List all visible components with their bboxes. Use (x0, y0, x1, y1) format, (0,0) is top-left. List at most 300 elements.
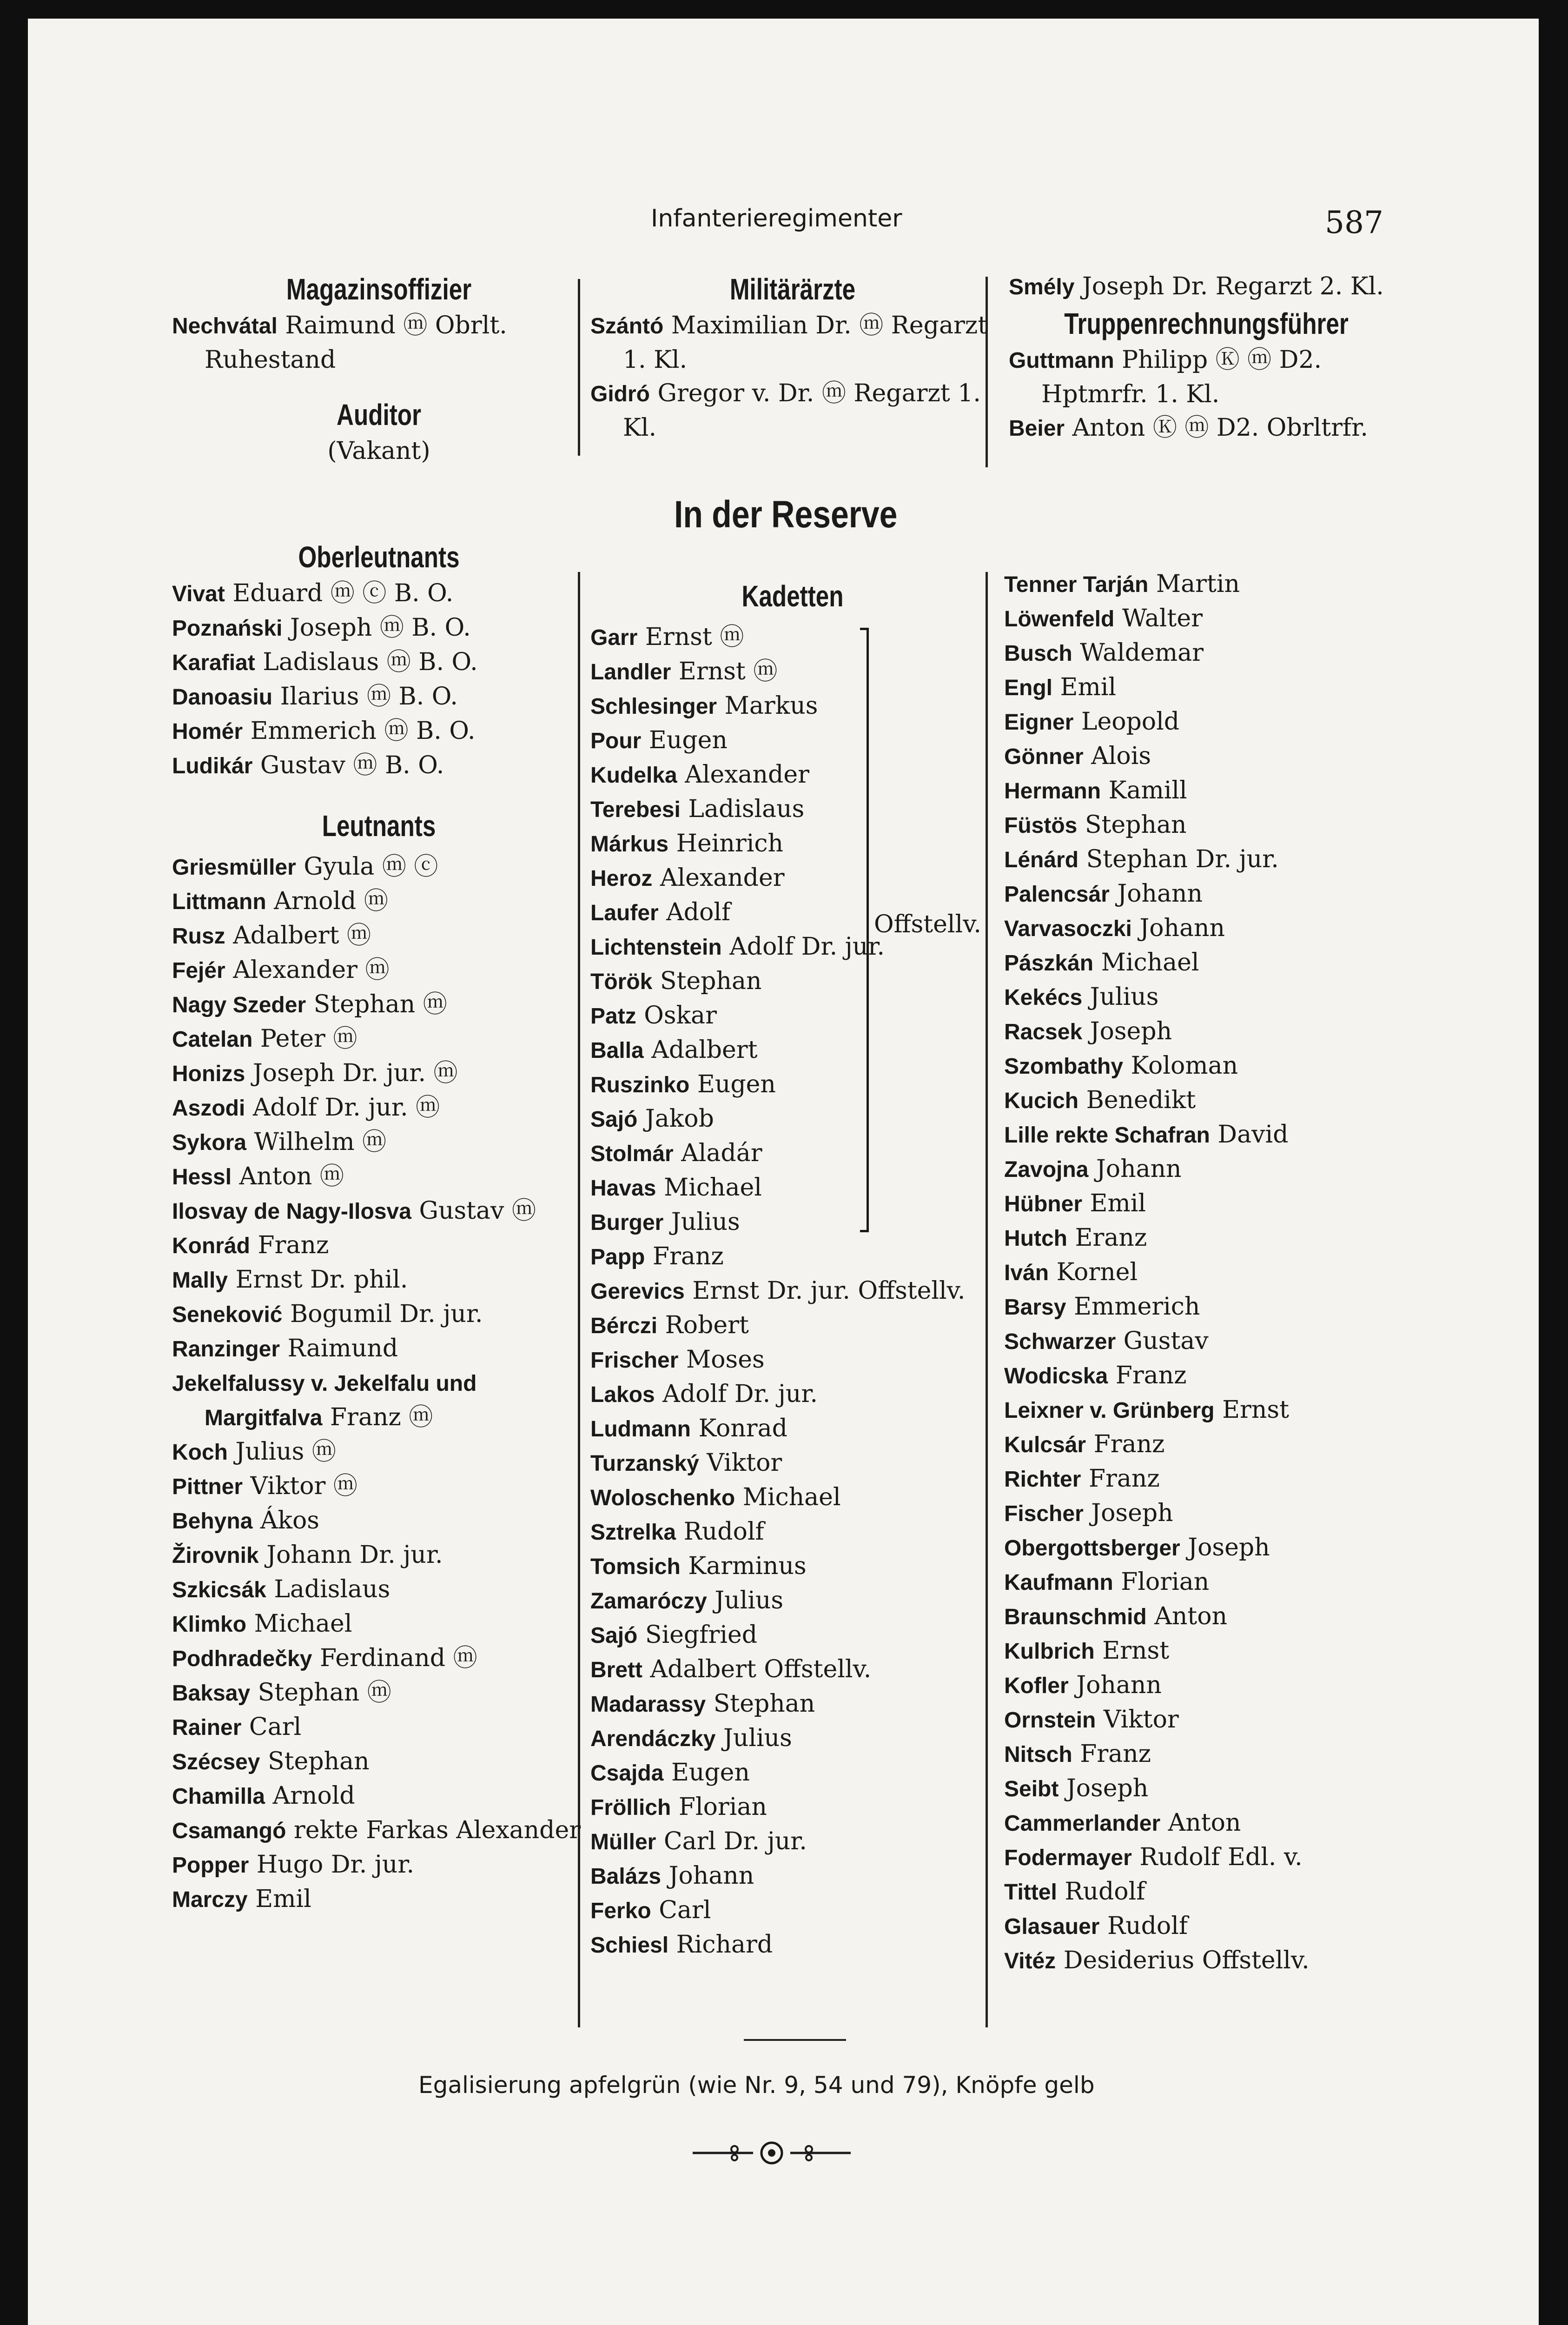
entry-surname: Pour (590, 729, 642, 753)
roster-entry (590, 861, 995, 896)
entry-surname: Fischer (1004, 1501, 1084, 1526)
entry-details: Ladislaus ⓜ B. O. (263, 648, 478, 676)
entry-details: Emil (1060, 673, 1117, 701)
roster-entry (590, 620, 995, 655)
roster-entry (590, 792, 995, 827)
entry-details: Joseph Dr. jur. ⓜ (252, 1059, 458, 1087)
entry-surname: Terebesi (590, 797, 681, 822)
entry-details: Franz (652, 1242, 724, 1270)
section-title-magazinsoffizier: Magazinsoffizier (286, 272, 472, 306)
roster-entry (172, 1814, 586, 1848)
roster-entry (1004, 1290, 1427, 1324)
entry-surname: Rainer (172, 1715, 242, 1740)
roster-entry (590, 1240, 995, 1274)
entry-surname: Brett (590, 1658, 643, 1682)
footer-rule (744, 2039, 846, 2041)
entry-details: Raimund (287, 1335, 398, 1362)
entry-details: Franz (1093, 1430, 1165, 1458)
entry-surname: Pittner (172, 1475, 243, 1499)
entry-surname: Klimko (172, 1612, 247, 1637)
running-header: Infanterieregimenter (651, 205, 902, 232)
entry-details: Leopold (1081, 708, 1180, 736)
roster-entry (1004, 1634, 1427, 1668)
entry-surname: Wodicska (1004, 1364, 1108, 1388)
reserve-right-list (986, 567, 1427, 1978)
entry-details: Stephan (660, 967, 762, 995)
roster-entry (172, 309, 586, 377)
entry-details: David (1217, 1121, 1289, 1149)
entry-details: Emmerich ⓜ B. O. (250, 717, 476, 745)
entry-details: Jakob (645, 1105, 714, 1133)
entry-details: Stephan (1085, 811, 1187, 839)
entry-surname: Hessl (172, 1165, 232, 1189)
entry-details: Richard (676, 1931, 773, 1959)
entry-details: Johann (1096, 1155, 1182, 1183)
entry-details: Gyula ⓜ ⓒ (304, 853, 438, 881)
entry-details: Siegfried (645, 1621, 758, 1649)
roster-entry (172, 577, 586, 611)
entry-details: Bogumil Dr. jur. (290, 1300, 483, 1328)
roster-entry (590, 1928, 995, 1962)
roster-entry (590, 999, 995, 1033)
entry-surname: Kulbrich (1004, 1639, 1095, 1664)
entry-surname: Balla (590, 1038, 644, 1063)
roster-entry (1009, 270, 1427, 304)
entry-surname: Ranzinger (172, 1337, 280, 1362)
entry-surname: Nagy Szeder (172, 993, 306, 1017)
entry-details: Gregor v. Dr. ⓜ Regarzt 1. Kl. (623, 379, 981, 442)
roster-entry (1004, 1324, 1427, 1359)
entry-surname: Catelan (172, 1027, 253, 1052)
entry-details: Franz (258, 1231, 329, 1259)
entry-surname: Gönner (1004, 744, 1084, 769)
roster-entry (172, 1297, 586, 1332)
entry-details: Konrad (698, 1415, 787, 1442)
roster-entry (172, 1573, 586, 1607)
entry-details: Johann (1076, 1671, 1162, 1699)
roster-entry (590, 1687, 995, 1721)
entry-details: Moses (686, 1346, 765, 1374)
entry-details: Franz (1115, 1362, 1187, 1389)
roster-entry (590, 964, 995, 999)
entry-details: Ernst ⓜ (678, 658, 778, 685)
entry-surname: Lille rekte Schafran (1004, 1123, 1210, 1148)
roster-entry (1004, 1565, 1427, 1600)
entry-surname: Vivat (172, 582, 225, 606)
roster-entry (1004, 808, 1427, 843)
roster-entry (172, 988, 586, 1022)
entry-surname: Homér (172, 719, 243, 744)
entry-surname: Ferko (590, 1899, 651, 1923)
roster-entry (172, 1745, 586, 1779)
entry-details: Florian (1121, 1568, 1210, 1596)
entry-surname: Palencsár (1004, 882, 1110, 907)
entry-surname: Tenner Tarján (1004, 572, 1149, 597)
roster-entry (172, 884, 586, 919)
entry-surname: Gidró (590, 382, 650, 406)
entry-surname: Eigner (1004, 710, 1074, 735)
roster-entry (1004, 946, 1427, 980)
entry-surname: Hermann (1004, 779, 1101, 804)
entry-details: Hugo Dr. jur. (256, 1851, 415, 1879)
entry-surname: Csajda (590, 1761, 664, 1786)
entry-details: Oskar (644, 1002, 717, 1030)
entry-details: Adolf Dr. jur. (662, 1380, 818, 1408)
entry-details: Karminus (688, 1552, 807, 1580)
entry-surname: Hübner (1004, 1192, 1082, 1216)
roster-entry (1004, 602, 1427, 636)
entry-surname: Zamaróczy (590, 1589, 707, 1614)
roster-entry (172, 645, 586, 680)
roster-entry (590, 1721, 995, 1756)
entry-details: Adolf Dr. jur. ⓜ (252, 1094, 440, 1122)
roster-entry (172, 1229, 586, 1263)
entry-surname: Arendáczky (590, 1727, 716, 1751)
section-title-leutnants: Leutnants (322, 809, 436, 843)
entry-surname: Szántó (590, 314, 664, 339)
entry-details: Kamill (1108, 777, 1187, 804)
entry-surname: Schiesl (590, 1933, 669, 1958)
roster-entry (1004, 1703, 1427, 1737)
roster-entry (172, 1366, 586, 1435)
reserve-heading: In der Reserve (674, 493, 898, 536)
truppenrechnungsfuehrer-list (986, 343, 1427, 445)
roster-entry (172, 1435, 586, 1469)
entry-surname: Fejér (172, 958, 225, 983)
roster-entry (1004, 1049, 1427, 1083)
section-title-militaeraerzte: Militärärzte (729, 272, 856, 306)
roster-entry (172, 1091, 586, 1125)
roster-entry (172, 1676, 586, 1710)
entry-details: Ernst (1222, 1396, 1289, 1424)
entry-surname: Varvasoczki (1004, 917, 1132, 941)
roster-entry (1004, 705, 1427, 739)
entry-details: Waldemar (1080, 639, 1204, 667)
roster-entry (172, 680, 586, 714)
roster-entry (172, 953, 586, 988)
entry-details: Stephan (713, 1690, 815, 1718)
entry-details: Julius (723, 1724, 792, 1752)
entry-details: Rudolf (683, 1518, 764, 1546)
entry-details: Adalbert Offstellv. (650, 1655, 872, 1683)
section-title-oberleutnants: Oberleutnants (298, 540, 460, 574)
entry-surname: Littmann (172, 890, 266, 914)
entry-details: Carl (249, 1713, 302, 1741)
page-number: 587 (1325, 205, 1383, 240)
offstellv-bracket (860, 628, 869, 1232)
entry-surname: Schwarzer (1004, 1329, 1116, 1354)
roster-entry (590, 1859, 995, 1893)
ornament-icon (688, 2139, 855, 2169)
entry-surname: Žirovnik (172, 1543, 259, 1568)
entry-surname: Tomsich (590, 1554, 681, 1579)
roster-entry (590, 1171, 995, 1205)
entry-surname: Ilosvay de Nagy-Ilosva (172, 1199, 411, 1224)
roster-entry (1004, 1875, 1427, 1909)
entry-details: Benedikt (1086, 1086, 1196, 1114)
entry-details: Stephan (268, 1747, 370, 1775)
roster-entry (590, 1205, 995, 1240)
militaeraerzte-list (590, 309, 995, 445)
roster-entry (590, 1549, 995, 1584)
roster-entry (1004, 843, 1427, 877)
entry-details: Stephan ⓜ (258, 1679, 391, 1707)
entry-surname: Busch (1004, 641, 1072, 666)
entry-details: Robert (665, 1311, 749, 1339)
entry-details: Kornel (1056, 1258, 1138, 1286)
entry-details: Alois (1091, 742, 1151, 770)
entry-details: rekte Farkas Alexander (293, 1816, 581, 1844)
roster-entry (172, 1504, 586, 1538)
entry-surname: Seibt (1004, 1777, 1059, 1801)
roster-entry (172, 1160, 586, 1194)
entry-surname: Iván (1004, 1261, 1049, 1285)
roster-entry (590, 309, 995, 377)
entry-surname: Papp (590, 1245, 645, 1269)
entry-surname: Griesmüller (172, 855, 296, 880)
roster-entry (590, 1446, 995, 1481)
entry-surname: Garr (590, 625, 638, 650)
entry-details: Ilarius ⓜ B. O. (280, 683, 458, 711)
roster-entry (172, 1125, 586, 1160)
entry-details: Anton Ⓚ ⓜ D2. Obrltrfr. (1072, 414, 1368, 442)
roster-entry (590, 1377, 995, 1412)
roster-entry (172, 1022, 586, 1056)
leutnants-list (172, 850, 586, 1917)
entry-details: Anton ⓜ (239, 1162, 344, 1190)
roster-entry (590, 1102, 995, 1136)
entry-details: Arnold (272, 1782, 355, 1810)
entry-details: Heinrich (676, 830, 783, 857)
entry-details: Eugen (671, 1759, 750, 1787)
entry-surname: Heroz (590, 866, 653, 891)
entry-details: Johann (1117, 880, 1203, 908)
entry-surname: Patz (590, 1004, 636, 1029)
entry-details: Emmerich (1073, 1293, 1200, 1321)
entry-details: Eugen (697, 1070, 776, 1098)
entry-surname: Barsy (1004, 1295, 1066, 1320)
entry-surname: Szkicsák (172, 1578, 266, 1602)
entry-surname: Mally (172, 1268, 228, 1293)
roster-entry (1004, 1393, 1427, 1428)
entry-details: Gustav ⓜ (419, 1197, 536, 1225)
roster-entry (172, 1538, 586, 1573)
entry-surname: Pászkán (1004, 951, 1094, 976)
entry-surname: Podhradečky (172, 1647, 312, 1671)
roster-entry (172, 1469, 586, 1504)
entry-surname: Racsek (1004, 1020, 1083, 1044)
entry-surname: Cammerlander (1004, 1811, 1161, 1836)
oberleutnants-list (172, 577, 586, 783)
roster-entry (172, 1194, 586, 1229)
roster-entry (1004, 1256, 1427, 1290)
roster-entry (172, 1848, 586, 1882)
entry-details: Florian (678, 1793, 767, 1821)
roster-entry (1004, 1668, 1427, 1703)
roster-entry (1004, 1772, 1427, 1806)
entry-surname: Landler (590, 660, 671, 684)
roster-entry (1004, 1496, 1427, 1531)
entry-details: Arnold ⓜ (274, 887, 388, 915)
entry-surname: Havas (590, 1176, 656, 1201)
entry-surname: Frischer (590, 1348, 679, 1373)
roster-entry (172, 1056, 586, 1091)
entry-surname: Aszodi (172, 1096, 245, 1121)
roster-entry (1004, 567, 1427, 602)
roster-entry (172, 1710, 586, 1745)
entry-surname: Fodermayer (1004, 1846, 1132, 1870)
roster-entry (1004, 1221, 1427, 1256)
roster-entry (1004, 1152, 1427, 1187)
entry-surname: Seneković (172, 1302, 283, 1327)
entry-surname: Glasauer (1004, 1914, 1100, 1939)
roster-entry (590, 689, 995, 724)
roster-entry (1009, 343, 1427, 411)
arzt-list (986, 270, 1427, 304)
entry-details: Eugen (648, 726, 728, 754)
entry-surname: Fröllich (590, 1795, 671, 1820)
roster-entry (172, 1779, 586, 1814)
entry-surname: Lakos (590, 1382, 655, 1407)
entry-surname: Szombathy (1004, 1054, 1124, 1079)
entry-details: Ladislaus (274, 1575, 390, 1603)
column-left (172, 270, 586, 1917)
entry-details: Stephan ⓜ (313, 990, 447, 1018)
entry-surname: Smély (1009, 275, 1075, 299)
entry-surname: Sajó (590, 1623, 638, 1648)
entry-surname: Török (590, 970, 653, 994)
roster-entry (590, 655, 995, 689)
entry-surname: Sykora (172, 1130, 247, 1155)
section-title-truppenrechnungsfuehrer: Truppenrechnungsführer (1064, 307, 1349, 340)
entry-surname: Kulcsár (1004, 1433, 1086, 1457)
roster-entry (1004, 739, 1427, 774)
roster-entry (590, 1515, 995, 1549)
entry-surname: Konrád (172, 1234, 250, 1258)
roster-entry (1004, 1909, 1427, 1944)
roster-entry (1004, 980, 1427, 1015)
entry-details: Joseph (1188, 1534, 1270, 1561)
entry-surname: Honizs (172, 1062, 245, 1086)
column-right-reserve (986, 567, 1427, 1978)
roster-entry (590, 758, 995, 792)
roster-entry (590, 1136, 995, 1171)
entry-details: Eduard ⓜ ⓒ B. O. (232, 579, 454, 607)
entry-surname: Laufer (590, 901, 659, 925)
entry-surname: Schlesinger (590, 694, 717, 719)
column-middle-reserve (590, 577, 995, 1962)
entry-details: Julius (1090, 983, 1159, 1011)
entry-details: Ernst (1102, 1637, 1170, 1665)
entry-surname: Koch (172, 1440, 228, 1465)
roster-entry (590, 827, 995, 861)
entry-details: Koloman (1131, 1052, 1238, 1080)
entry-details: Joseph Dr. Regarzt 2. Kl. (1082, 272, 1384, 300)
scanned-page (28, 19, 1539, 2325)
roster-entry (172, 714, 586, 749)
roster-entry (590, 1618, 995, 1653)
roster-entry (172, 1332, 586, 1366)
entry-details: Emil (255, 1885, 311, 1913)
entry-details: Joseph (1091, 1499, 1173, 1527)
roster-entry (590, 1481, 995, 1515)
entry-surname: Jekelfalussy v. Jekelfalu und Margitfalva (172, 1371, 477, 1430)
entry-surname: Vitéz (1004, 1949, 1056, 1973)
entry-details: Desiderius Offstellv. (1063, 1946, 1310, 1974)
entry-surname: Szécsey (172, 1750, 260, 1774)
roster-entry (1004, 1187, 1427, 1221)
roster-entry (1004, 1840, 1427, 1875)
roster-entry (590, 1653, 995, 1687)
entry-details: Adalbert (651, 1036, 758, 1064)
entry-surname: Turzanský (590, 1451, 699, 1476)
footer-text: Egalisierung apfelgrün (wie Nr. 9, 54 und 79), Knöpfe gelb (418, 2072, 1095, 2099)
entry-details: Ernst Dr. phil. (235, 1266, 408, 1294)
entry-surname: Madarassy (590, 1692, 706, 1717)
entry-surname: Balázs (590, 1864, 662, 1889)
entry-surname: Csamangó (172, 1819, 286, 1843)
entry-surname: Obergottsberger (1004, 1536, 1180, 1561)
roster-entry (1004, 1462, 1427, 1496)
entry-details: Carl (659, 1896, 711, 1924)
entry-surname: Braunschmid (1004, 1605, 1147, 1629)
entry-surname: Müller (590, 1830, 656, 1854)
entry-surname: Popper (172, 1853, 249, 1878)
roster-entry (1004, 1737, 1427, 1772)
roster-entry (590, 1790, 995, 1825)
roster-entry (590, 1033, 995, 1068)
entry-surname: Baksay (172, 1681, 251, 1706)
roster-entry (172, 1882, 586, 1917)
entry-surname: Lénárd (1004, 848, 1079, 872)
magazinsoffizier-list (172, 309, 586, 377)
entry-surname: Stolmár (590, 1142, 674, 1166)
entry-surname: Rusz (172, 924, 225, 949)
roster-entry (172, 919, 586, 953)
roster-entry (172, 1641, 586, 1676)
roster-entry (590, 724, 995, 758)
entry-details: Gustav ⓜ B. O. (260, 751, 444, 779)
entry-details: Rudolf (1065, 1878, 1145, 1906)
entry-surname: Gerevics (590, 1279, 685, 1304)
entry-details: Ferdinand ⓜ (319, 1644, 477, 1672)
entry-details: Stephan Dr. jur. (1086, 845, 1279, 873)
entry-details: Alexander ⓜ (233, 956, 390, 984)
entry-surname: Nitsch (1004, 1742, 1072, 1767)
entry-details: Alexander (660, 864, 785, 892)
entry-details: Aladár (681, 1139, 762, 1167)
entry-surname: Nechvátal (172, 314, 278, 339)
entry-details: Viktor ⓜ (250, 1472, 357, 1500)
entry-surname: Burger (590, 1210, 664, 1235)
entry-surname: Woloschenko (590, 1486, 735, 1510)
entry-surname: Ludmann (590, 1417, 691, 1442)
entry-surname: Hutch (1004, 1226, 1067, 1251)
section-title-kadetten: Kadetten (741, 579, 844, 613)
entry-surname: Leixner v. Grünberg (1004, 1398, 1215, 1423)
entry-details: Viktor (707, 1449, 782, 1477)
roster-entry (172, 850, 586, 884)
entry-details: Markus (724, 692, 818, 720)
entry-surname: Guttmann (1009, 348, 1114, 373)
roster-entry (172, 611, 586, 645)
entry-details: Emil (1090, 1189, 1146, 1217)
roster-entry (1004, 877, 1427, 911)
entry-details: Ernst ⓜ (645, 623, 744, 651)
entry-surname: Kucich (1004, 1089, 1079, 1113)
entry-details: Michael (1101, 949, 1199, 976)
entry-details: Franz ⓜ (330, 1403, 433, 1431)
